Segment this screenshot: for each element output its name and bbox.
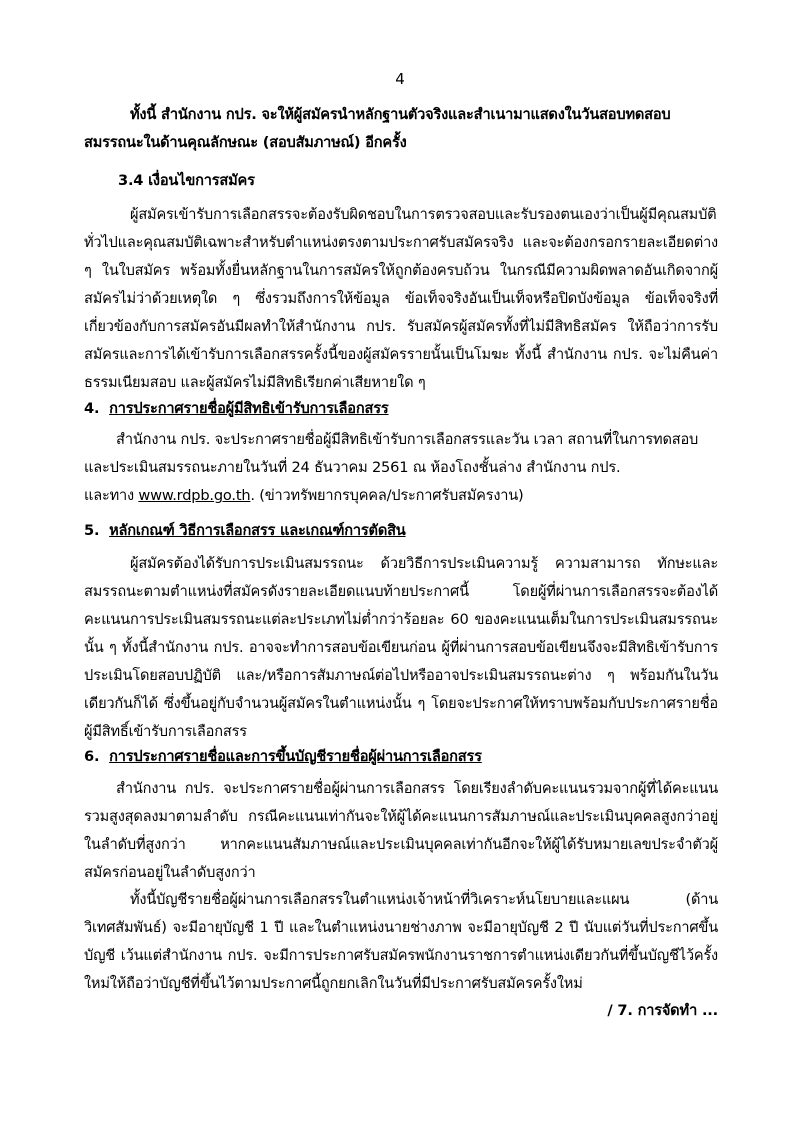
evidence-line-2: สมรรถนะในด้านคุณลักษณะ (สอบสัมภาษณ์) อีกครั้ง bbox=[84, 134, 407, 151]
section-6-paragraph-1: สำนักงาน กปร. จะประกาศรายชื่อผู้ผ่านการเลือกสรร โดยเรียงลำดับคะแนนรวมจากผู้ที่ได้คะแนนรวมสูงสุดลงมาตามลำดับ กรณีคะแนนเท่ากันจะให้ผู้ได้คะแนนการสัมภาษณ์และประเมินบุคคลสูงกว่าอยู่ในลำดับที่สูงกว่า หากคะแนนสัมภาษณ์และประเมินบุคคลเท่ากันอีกจะให้ผู้ได้รับหมายเลขประจำตัวผู้สมัครก่อนอยู่ในลำดับสูงกว่า bbox=[84, 780, 718, 881]
evidence-line-1: ทั้งนี้ สำนักงาน กปร. จะให้ผู้สมัครนำหลักฐานตัวจริงและสำเนามาแสดงในวันสอบทดสอบ bbox=[130, 106, 671, 123]
section-4-line-3 bbox=[84, 482, 718, 510]
section-6-title: การประกาศรายชื่อและการขึ้นบัญชีรายชื่อผู้ผ่านการเลือกสรร bbox=[109, 748, 482, 765]
section-3-4-paragraph: ผู้สมัครเข้ารับการเลือกสรรจะต้องรับผิดชอบในการตรวจสอบและรับรองตนเองว่าเป็นผู้มีคุณสมบัติทั่วไปและคุณสมบัติเฉพาะสำหรับตำแหน่งตรงตามประกาศรับสมัครจริง และจะต้องกรอกรายละเอียดต่าง ๆ ในใบสมัคร พร้อมทั้งยื่นหลักฐานในการสมัครให้ถูกต้องครบถ้วน ในกรณีมีความผิดพลาดอันเกิดจากผู้สมัครไม่ว่าด้วยเหตุใด ๆ ซึ่งรวมถึงการให้ข้อมูล ข้อเท็จจริงอันเป็นเท็จหรือปิดบังข้อมูล ข้อเท็จจริงที่เกี่ยวข้องกับการสมัครอันมีผลทำให้สำนักงาน กปร. รับสมัครผู้สมัครทั้งที่ไม่มีสิทธิสมัคร ให้ถือว่าการรับสมัครและการได้เข้ารับการเลือกสรรครั้งนี้ของผู้สมัครรายนั้นเป็นโมฆะ ทั้งนี้ สำนักงาน กปร. จะไม่คืนค่าธรรมเนียมสอบ และผู้สมัครไม่มีสิทธิเรียกค่าเสียหายใด ๆ bbox=[84, 206, 718, 391]
rdpb-website-link[interactable]: www.rdpb.go.th bbox=[138, 487, 251, 504]
section-4-title: การประกาศรายชื่อผู้มีสิทธิเข้ารับการเลือกสรร bbox=[109, 400, 389, 417]
section-6-number: 6. bbox=[84, 748, 100, 765]
section-4-line-1: สำนักงาน กปร. จะประกาศรายชื่อผู้มีสิทธิเข้ารับการเลือกสรรและวัน เวลา สถานที่ในการทดสอบ bbox=[116, 431, 699, 448]
section-6-heading bbox=[84, 743, 718, 771]
section-5-heading bbox=[84, 517, 718, 545]
section-4-number: 4. bbox=[84, 400, 100, 417]
section-4-paragraph bbox=[84, 426, 718, 510]
section-4-line-3-suffix: . (ข่าวทรัพยากรบุคคล/ประกาศรับสมัครงาน) bbox=[250, 487, 524, 504]
section-6-paragraph-2: ทั้งนี้บัญชีรายชื่อผู้ผ่านการเลือกสรรในตำแหน่งเจ้าหน้าที่วิเคราะห์นโยบายและแผน (ด้านวิเทศสัมพันธ์) จะมีอายุบัญชี 1 ปี และในตำแหน่งนายช่างภาพ จะมีอายุบัญชี 2 ปี นับแต่วันที่ประกาศขึ้นบัญชี เว้นแต่สำนักงาน กปร. จะมีการประกาศรับสมัครพนักงานราชการตำแหน่งเดียวกันที่ขึ้นบัญชีไว้ครั้งใหม่ให้ถือว่าบัญชีที่ขึ้นไว้ตามประกาศนี้ถูกยกเลิกในวันที่มีประกาศรับสมัครครั้งใหม่ bbox=[84, 891, 718, 992]
section-5-title: หลักเกณฑ์ วิธีการเลือกสรร และเกณฑ์การตัดสิน bbox=[109, 522, 406, 539]
section-3-4-heading: 3.4 เงื่อนไขการสมัคร bbox=[118, 172, 255, 189]
section-4-line-2: และประเมินสมรรถนะภายในวันที่ 24 ธันวาคม 2561 ณ ห้องโถงชั้นล่าง สำนักงาน กปร. bbox=[84, 459, 621, 476]
page-number: 4 bbox=[395, 70, 405, 88]
section-4-heading bbox=[84, 395, 718, 423]
evidence-paragraph bbox=[84, 101, 718, 157]
section-4-line-3-prefix: และทาง bbox=[84, 487, 139, 504]
section-5-paragraph: ผู้สมัครต้องได้รับการประเมินสมรรถนะ ด้วยวิธีการประเมินความรู้ ความสามารถ ทักษะและสมรรถนะตามตำแหน่งที่สมัครดังรายละเอียดแนบท้ายประกาศนี้ โดยผู้ที่ผ่านการเลือกสรรจะต้องได้คะแนนการประเมินสมรรถนะแต่ละประเภทไม่ต่ำกว่าร้อยละ 60 ของคะแนนเต็มในการประเมินสมรรถนะนั้น ๆ ทั้งนี้สำนักงาน กปร. อาจจะทำการสอบข้อเขียนก่อน ผู้ที่ผ่านการสอบข้อเขียนจึงจะมีสิทธิเข้ารับการประเมินโดยสอบปฏิบัติ และ/หรือการสัมภาษณ์ต่อไปหรืออาจประเมินสมรรถนะต่าง ๆ พร้อมกันในวันเดียวกันก็ได้ ซึ่งขึ้นอยู่กับจำนวนผู้สมัครในตำแหน่งนั้น ๆ โดยจะประกาศให้ทราบพร้อมกับประกาศรายชื่อผู้มีสิทธิ์เข้ารับการเลือกสรร bbox=[84, 555, 718, 740]
section-5-number: 5. bbox=[84, 522, 100, 539]
continuation-marker: / 7. การจัดทำ ... bbox=[607, 1002, 718, 1019]
